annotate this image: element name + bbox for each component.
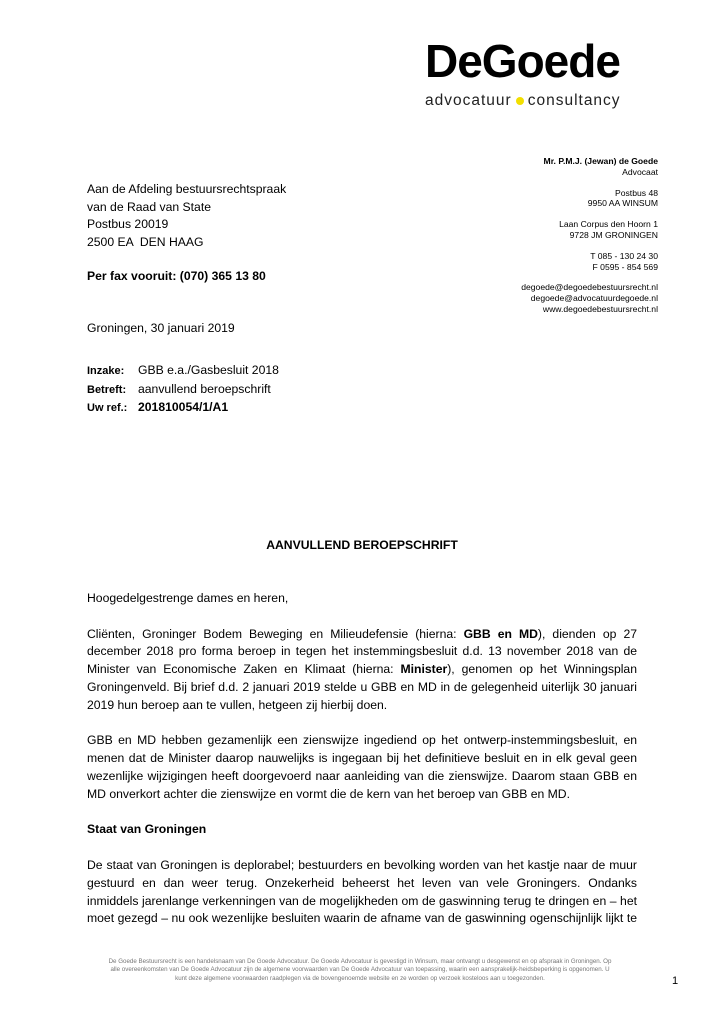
page-number: 1 — [672, 975, 679, 987]
fax-note: Per fax vooruit: (070) 365 13 80 — [87, 269, 266, 283]
ref-label: Inzake: — [87, 365, 125, 377]
paragraph: De staat van Groningen is deplorabel; bestuurders en bevolking worden van het kastje naar de muur gestuurd en dan weer terug. Onzekerheid beheerst het leven van vele Groningers. Ondanks inmiddels jarenlange verkenningen van de mogelijkheden om de gaswinning terug te dringen en – het moet gezegd – nu ook wezenlijke besluiten waarin de afname van de gaswinning ogenschijnlijk lijkt te — [87, 857, 637, 926]
letter-date: Groningen, 30 januari 2019 — [87, 321, 235, 335]
sender-postbus: Postbus 48 — [615, 187, 658, 198]
ref-label: Uw ref.: — [87, 402, 128, 415]
ref-inzake — [87, 362, 279, 381]
sender-street: Laan Corpus den Hoorn 1 — [559, 219, 658, 230]
reference-block — [87, 362, 279, 418]
paragraph: GBB en MD hebben gezamenlijk een zienswijze ingediend op het ontwerp-instemmingsbesluit, en menen dat de Minister daarop nauwelijks is ingegaan bij het definitieve besluit en in elk geval geen wezenlijke wijzigingen heeft doorgevoerd naar aanleiding van die zienswijze. Daarom staan GBB en MD onverkort achter die zienswijze en vormt die de kern van het beroep van GBB en MD. — [87, 733, 637, 801]
sender-postbus-city: 9950 AA WINSUM — [587, 198, 658, 209]
addressee-block — [87, 181, 286, 252]
ref-betreft — [87, 381, 279, 400]
salutation: Hoogedelgestrenge dames en heren, — [87, 591, 289, 605]
paragraph: Cliënten, Groninger Bodem Beweging en Milieudefensie (hierna: GBB en MD), dienden op 27 december 2018 pro forma beroep in tegen het instemmingsbesluit d.d. 13 november 2018 van de Minister van Economische Zaken en Klimaat (hierna: Minister), genomen op het Winningsplan Groningenveld. Bij brief d.d. 2 januari 2019 stelde u GBB en MD in de gelegenheid uiterlijk 30 januari 2019 hun beroep aan te vullen, hetgeen zij hierbij doen. — [87, 626, 637, 712]
sender-email-2[interactable]: degoede@advocatuurdegoede.nl — [530, 293, 658, 304]
logo-wordmark: DeGoede — [425, 35, 620, 87]
addressee-line: Aan de Afdeling bestuursrechtspraak — [87, 182, 287, 196]
addressee-line: van de Raad van State — [87, 199, 211, 214]
addressee-line: 2500 EA DEN HAAG — [87, 235, 204, 250]
letter-body — [87, 590, 637, 946]
ref-value: 201810054/1/A1 — [138, 400, 229, 415]
sender-role: Advocaat — [622, 166, 658, 177]
addressee-line: Postbus 20019 — [87, 217, 169, 232]
section-heading: Staat van Groningen — [87, 822, 207, 837]
sender-phone: T 085 - 130 24 30 — [590, 250, 658, 261]
ref-value: GBB e.a./Gasbesluit 2018 — [138, 363, 279, 377]
sender-street-city: 9728 JM GRONINGEN — [569, 229, 658, 240]
sender-name: Mr. P.M.J. (Jewan) de Goede — [543, 156, 658, 166]
logo-tagline-right: consultancy — [527, 92, 621, 109]
ref-value: aanvullend beroepschrift — [138, 381, 271, 396]
sender-block — [521, 156, 658, 315]
logo-tagline-left: advocatuur — [425, 92, 512, 109]
footer-disclaimer: De Goede Bestuursrecht is een handelsnaam van De Goede Advocatuur. De Goede Advocatuur is gevestigd in Winsum, maar ontvangt u desgewenst en op afspraak in Groningen. Op alle overeenkomsten van De Goede Advocatuur zijn de algemene voorwaarden van De Goede Advocatuur van toepassing, waarin een aansprakelijk-heidsbeperking is opgenomen. U kunt deze algemene voorwaarden raadplegen via de bovengenoemde website en ze worden op verzoek kosteloos aan u toegezonden. — [108, 958, 612, 982]
ref-uwref — [87, 399, 279, 418]
sender-website[interactable]: www.degoedebestuursrecht.nl — [542, 303, 658, 314]
logo-tagline — [425, 92, 621, 110]
sender-fax: F 0595 - 854 569 — [592, 261, 658, 272]
document-title: AANVULLEND BEROEPSCHRIFT — [266, 538, 458, 552]
ref-label: Betreft: — [87, 383, 127, 396]
logo-dot-icon — [516, 97, 524, 105]
sender-email-1[interactable]: degoede@degoedebestuursrecht.nl — [521, 282, 658, 293]
